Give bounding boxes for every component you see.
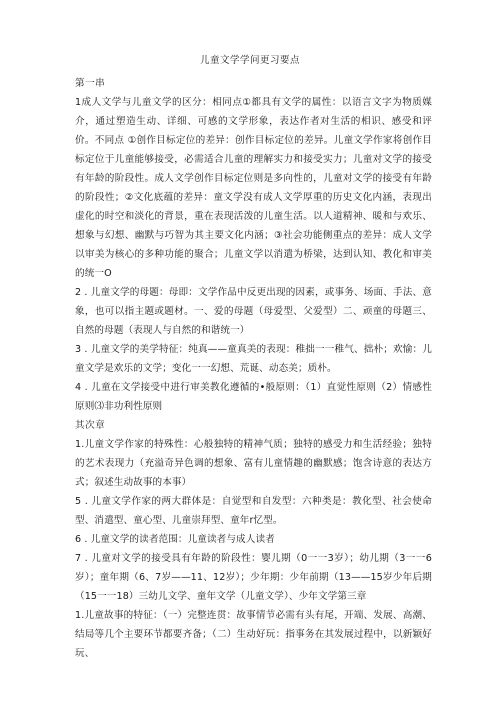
paragraph: 4 . 儿童在文学接受中进行审美教化遵循的•般原则：（1）直觉性原则（2）情感性原则⑶非功利性原则 <box>75 382 432 412</box>
paragraph: 1成人文学与儿童文学的区分：相同点①都具有文学的属性：以语言文字为物质媒介，通过塑造生动、详细、可感的文学形象，表达作者对生活的相识、感受和评价。不同点 ①创作目标定位的差异：创作目标定位的差异。儿童文学作家将创作目标定位于儿童能够接受，必需适合儿童的理解实力和接受实力；儿童对文学的接受有年龄的阶段性。成人文学创作目标定位则是多向性的，儿童对文学的接受有年龄的阶段性；②文化底蕴的差异：童文学没有成人文学厚重的历史文化内涵，表现出虚化的时空和淡化的背景，重在表现活泼的儿童生活。以人道精神、暖和与欢乐、想象与幻想、幽默与巧智为其主要文化内涵；③社会功能侧重点的差异：成人文学以审美为核心的多种功能的聚合；儿童文学以消遣为桥梁，达到认知、教化和审美的统一O <box>75 97 432 279</box>
paragraph: 1.儿童故事的特征：（一）完整连贯：故事情节必需有头有尾，开端、发展、高潮、结局等几个主要环节都要齐备；（二）生动好玩：指事务在其发展过程中，以新颖好玩、 <box>75 610 432 659</box>
page-title: 儿童文学学问更习要点 <box>199 55 300 66</box>
chapter-heading: 其次章 <box>75 420 106 431</box>
paragraph: 1.儿童文学作家的特殊性：心般独特的精神气质；独特的感受力和生活经验；独特的艺术表现力（充溢奇异色调的想象、富有儿童情趣的幽默感；饱含诗意的表达方式；叙述生动故事的本事） <box>75 439 432 488</box>
document-body <box>75 74 432 663</box>
paragraph: 7 . 儿童对文学的接受具有年龄的阶段性：婴儿期（0一一3岁）；幼儿期（3一一6岁）；童年期（6、7岁——11、12岁）；少年期：少年前期（13——15岁少年后期（15一一18）三幼儿文学、童年文学（儿童文学）、少年文学第三章 <box>75 553 432 602</box>
paragraph: 3 . 儿童文学的美学特征：纯真——童真美的表现：稚拙一一稚气、拙朴；欢愉：儿童文学是欢乐的文学；变化一一幻想、荒诞、动态美；质朴。 <box>75 344 432 374</box>
chapter-heading: 第一串 <box>75 78 106 89</box>
paragraph: 5 . 儿童文学作家的两大群体是：自觉型和自发型：六种类是：教化型、社会使命型、消遣型、童心型、儿童崇拜型、童年r忆型。 <box>75 496 432 526</box>
paragraph: 2 . 儿童文学的母题：母即：文学作品中反更出现的因素，或事务、场面、手法、意象，也可以指主题或题材。一、爱的母题（母爱型、父爱型）二、顽童的母题三、自然的母题（表现人与自然的和谐统一） <box>75 287 432 336</box>
paragraph: 6 . 儿童文学的读者范围：儿童读者与成人读者 <box>75 534 275 545</box>
